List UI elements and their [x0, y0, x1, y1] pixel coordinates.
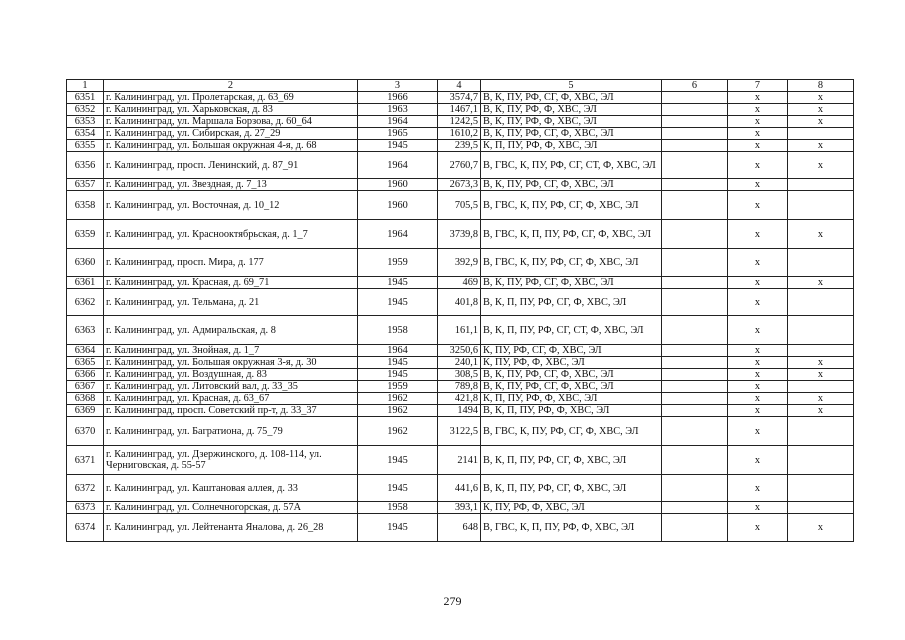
row-number-cell: 6351: [67, 92, 104, 104]
works-cell: К, ПУ, РФ, Ф, ХВС, ЭЛ: [481, 357, 662, 369]
year-cell: 1964: [358, 116, 438, 128]
column-8-cell: [788, 502, 854, 514]
column-6-cell: [662, 191, 728, 220]
column-6-cell: [662, 345, 728, 357]
column-7-cell: х: [728, 405, 788, 417]
table-row: [67, 220, 854, 249]
table-row: [67, 116, 854, 128]
area-cell: 393,1: [438, 502, 481, 514]
header-cell-7: 7: [728, 80, 788, 92]
area-cell: 239,5: [438, 140, 481, 152]
row-number-cell: 6354: [67, 128, 104, 140]
address-cell: г. Калининград, ул. Каштановая аллея, д. 33: [104, 475, 358, 502]
column-7-cell: х: [728, 220, 788, 249]
works-cell: В, ГВС, К, ПУ, РФ, СГ, Ф, ХВС, ЭЛ: [481, 191, 662, 220]
address-cell: г. Калининград, ул. Большая окружная 3-я, д. 30: [104, 357, 358, 369]
works-cell: В, К, ПУ, РФ, Ф, ХВС, ЭЛ: [481, 104, 662, 116]
column-8-cell: х: [788, 220, 854, 249]
area-cell: 308,5: [438, 369, 481, 381]
area-cell: 705,5: [438, 191, 481, 220]
works-cell: В, ГВС, К, ПУ, РФ, СГ, Ф, ХВС, ЭЛ: [481, 417, 662, 446]
header-cell-2: 2: [104, 80, 358, 92]
year-cell: 1945: [358, 369, 438, 381]
works-cell: В, ГВС, К, П, ПУ, РФ, Ф, ХВС, ЭЛ: [481, 514, 662, 542]
table-row: [67, 475, 854, 502]
column-7-cell: х: [728, 417, 788, 446]
column-7-cell: х: [728, 152, 788, 179]
row-number-cell: 6370: [67, 417, 104, 446]
area-cell: 3574,7: [438, 92, 481, 104]
works-cell: В, ГВС, К, ПУ, РФ, СГ, Ф, ХВС, ЭЛ: [481, 249, 662, 277]
year-cell: 1959: [358, 249, 438, 277]
area-cell: 3122,5: [438, 417, 481, 446]
table-row: [67, 514, 854, 542]
column-8-cell: х: [788, 104, 854, 116]
table-row: [67, 92, 854, 104]
column-7-cell: х: [728, 502, 788, 514]
works-cell: В, К, ПУ, РФ, СГ, Ф, ХВС, ЭЛ: [481, 277, 662, 289]
table-row: [67, 405, 854, 417]
table-row: [67, 249, 854, 277]
row-number-cell: 6373: [67, 502, 104, 514]
address-cell: г. Калининград, ул. Литовский вал, д. 33_35: [104, 381, 358, 393]
area-cell: 1467,1: [438, 104, 481, 116]
column-8-cell: [788, 345, 854, 357]
table-row: [67, 104, 854, 116]
year-cell: 1945: [358, 140, 438, 152]
year-cell: 1945: [358, 357, 438, 369]
table-row: [67, 417, 854, 446]
works-cell: В, К, ПУ, РФ, СГ, Ф, ХВС, ЭЛ: [481, 92, 662, 104]
year-cell: 1962: [358, 393, 438, 405]
column-8-cell: [788, 316, 854, 345]
area-cell: 469: [438, 277, 481, 289]
row-number-cell: 6369: [67, 405, 104, 417]
area-cell: 2760,7: [438, 152, 481, 179]
row-number-cell: 6359: [67, 220, 104, 249]
column-8-cell: х: [788, 140, 854, 152]
column-6-cell: [662, 381, 728, 393]
row-number-cell: 6360: [67, 249, 104, 277]
column-7-cell: х: [728, 289, 788, 316]
address-cell: г. Калининград, ул. Пролетарская, д. 63_69: [104, 92, 358, 104]
year-cell: 1945: [358, 277, 438, 289]
address-cell: г. Калининград, ул. Восточная, д. 10_12: [104, 191, 358, 220]
column-6-cell: [662, 249, 728, 277]
works-cell: К, ПУ, РФ, СГ, Ф, ХВС, ЭЛ: [481, 345, 662, 357]
area-cell: 401,8: [438, 289, 481, 316]
column-6-cell: [662, 475, 728, 502]
column-8-cell: [788, 191, 854, 220]
row-number-cell: 6366: [67, 369, 104, 381]
works-cell: В, К, П, ПУ, РФ, СГ, СТ, Ф, ХВС, ЭЛ: [481, 316, 662, 345]
header-row: [67, 80, 854, 92]
column-6-cell: [662, 152, 728, 179]
year-cell: 1945: [358, 446, 438, 475]
address-cell: г. Калининград, ул. Звездная, д. 7_13: [104, 179, 358, 191]
column-6-cell: [662, 393, 728, 405]
address-cell: г. Калининград, ул. Лейтенанта Яналова, д. 26_28: [104, 514, 358, 542]
column-6-cell: [662, 179, 728, 191]
year-cell: 1958: [358, 502, 438, 514]
row-number-cell: 6353: [67, 116, 104, 128]
area-cell: 441,6: [438, 475, 481, 502]
table-row: [67, 345, 854, 357]
works-cell: В, ГВС, К, ПУ, РФ, СГ, СТ, Ф, ХВС, ЭЛ: [481, 152, 662, 179]
table-row: [67, 381, 854, 393]
table-row: [67, 316, 854, 345]
column-6-cell: [662, 92, 728, 104]
year-cell: 1964: [358, 152, 438, 179]
column-6-cell: [662, 116, 728, 128]
address-cell: г. Калининград, ул. Дзержинского, д. 108-114, ул. Черниговская, д. 55-57: [104, 446, 358, 475]
column-6-cell: [662, 128, 728, 140]
column-7-cell: х: [728, 128, 788, 140]
column-7-cell: х: [728, 92, 788, 104]
area-cell: 648: [438, 514, 481, 542]
column-6-cell: [662, 140, 728, 152]
works-cell: В, К, ПУ, РФ, Ф, ХВС, ЭЛ: [481, 116, 662, 128]
column-7-cell: х: [728, 514, 788, 542]
column-8-cell: [788, 381, 854, 393]
table-row: [67, 289, 854, 316]
column-8-cell: [788, 475, 854, 502]
address-cell: г. Калининград, ул. Краснооктябрьская, д. 1_7: [104, 220, 358, 249]
header-cell-1: 1: [67, 80, 104, 92]
row-number-cell: 6356: [67, 152, 104, 179]
table-row: [67, 369, 854, 381]
address-cell: г. Калининград, просп. Ленинский, д. 87_91: [104, 152, 358, 179]
table-row: [67, 502, 854, 514]
works-cell: В, К, П, ПУ, РФ, СГ, Ф, ХВС, ЭЛ: [481, 446, 662, 475]
row-number-cell: 6352: [67, 104, 104, 116]
address-cell: г. Калининград, ул. Знойная, д. 1_7: [104, 345, 358, 357]
address-cell: г. Калининград, ул. Сибирская, д. 27_29: [104, 128, 358, 140]
column-6-cell: [662, 357, 728, 369]
row-number-cell: 6362: [67, 289, 104, 316]
table-row: [67, 357, 854, 369]
column-6-cell: [662, 289, 728, 316]
row-number-cell: 6364: [67, 345, 104, 357]
year-cell: 1964: [358, 220, 438, 249]
year-cell: 1958: [358, 316, 438, 345]
works-cell: В, К, П, ПУ, РФ, СГ, Ф, ХВС, ЭЛ: [481, 289, 662, 316]
row-number-cell: 6358: [67, 191, 104, 220]
year-cell: 1964: [358, 345, 438, 357]
column-7-cell: х: [728, 357, 788, 369]
area-cell: 2673,3: [438, 179, 481, 191]
area-cell: 1242,5: [438, 116, 481, 128]
column-6-cell: [662, 220, 728, 249]
column-7-cell: х: [728, 475, 788, 502]
column-8-cell: [788, 289, 854, 316]
year-cell: 1945: [358, 514, 438, 542]
works-cell: В, К, ПУ, РФ, СГ, Ф, ХВС, ЭЛ: [481, 369, 662, 381]
column-6-cell: [662, 417, 728, 446]
year-cell: 1960: [358, 179, 438, 191]
row-number-cell: 6357: [67, 179, 104, 191]
area-cell: 3250,6: [438, 345, 481, 357]
column-7-cell: х: [728, 381, 788, 393]
table-row: [67, 393, 854, 405]
column-8-cell: х: [788, 393, 854, 405]
address-cell: г. Калининград, ул. Большая окружная 4-я, д. 68: [104, 140, 358, 152]
address-cell: г. Калининград, ул. Красная, д. 69_71: [104, 277, 358, 289]
header-cell-4: 4: [438, 80, 481, 92]
works-cell: В, К, П, ПУ, РФ, Ф, ХВС, ЭЛ: [481, 405, 662, 417]
column-8-cell: х: [788, 369, 854, 381]
header-cell-6: 6: [662, 80, 728, 92]
column-6-cell: [662, 502, 728, 514]
row-number-cell: 6361: [67, 277, 104, 289]
column-8-cell: [788, 417, 854, 446]
column-7-cell: х: [728, 345, 788, 357]
address-cell: г. Калининград, ул. Солнечногорская, д. 57А: [104, 502, 358, 514]
column-7-cell: х: [728, 369, 788, 381]
table-row: [67, 152, 854, 179]
table-row: [67, 191, 854, 220]
works-cell: К, П, ПУ, РФ, Ф, ХВС, ЭЛ: [481, 393, 662, 405]
row-number-cell: 6374: [67, 514, 104, 542]
year-cell: 1962: [358, 405, 438, 417]
area-cell: 392,9: [438, 249, 481, 277]
address-cell: г. Калининград, ул. Маршала Борзова, д. 60_64: [104, 116, 358, 128]
table-row: [67, 140, 854, 152]
row-number-cell: 6365: [67, 357, 104, 369]
year-cell: 1945: [358, 475, 438, 502]
table-row: [67, 179, 854, 191]
area-cell: 240,1: [438, 357, 481, 369]
column-8-cell: х: [788, 277, 854, 289]
area-cell: 3739,8: [438, 220, 481, 249]
column-8-cell: [788, 446, 854, 475]
row-number-cell: 6371: [67, 446, 104, 475]
row-number-cell: 6372: [67, 475, 104, 502]
address-cell: г. Калининград, ул. Адмиральская, д. 8: [104, 316, 358, 345]
year-cell: 1966: [358, 92, 438, 104]
row-number-cell: 6363: [67, 316, 104, 345]
works-cell: В, К, ПУ, РФ, СГ, Ф, ХВС, ЭЛ: [481, 128, 662, 140]
area-cell: 789,8: [438, 381, 481, 393]
table-row: [67, 277, 854, 289]
area-cell: 1494: [438, 405, 481, 417]
works-cell: В, ГВС, К, П, ПУ, РФ, СГ, Ф, ХВС, ЭЛ: [481, 220, 662, 249]
column-7-cell: х: [728, 140, 788, 152]
column-7-cell: х: [728, 316, 788, 345]
address-cell: г. Калининград, ул. Харьковская, д. 83: [104, 104, 358, 116]
address-cell: г. Калининград, просп. Советский пр-т, д. 33_37: [104, 405, 358, 417]
table-row: [67, 446, 854, 475]
header-cell-8: 8: [788, 80, 854, 92]
works-cell: В, К, ПУ, РФ, СГ, Ф, ХВС, ЭЛ: [481, 179, 662, 191]
area-cell: 161,1: [438, 316, 481, 345]
address-cell: г. Калининград, просп. Мира, д. 177: [104, 249, 358, 277]
page-number: 279: [443, 594, 462, 608]
column-7-cell: х: [728, 104, 788, 116]
year-cell: 1965: [358, 128, 438, 140]
column-6-cell: [662, 405, 728, 417]
column-7-cell: х: [728, 116, 788, 128]
area-cell: 2141: [438, 446, 481, 475]
column-8-cell: х: [788, 514, 854, 542]
column-6-cell: [662, 369, 728, 381]
area-cell: 1610,2: [438, 128, 481, 140]
column-6-cell: [662, 277, 728, 289]
column-8-cell: х: [788, 116, 854, 128]
column-7-cell: х: [728, 446, 788, 475]
address-cell: г. Калининград, ул. Тельмана, д. 21: [104, 289, 358, 316]
address-cell: г. Калининград, ул. Воздушная, д. 83: [104, 369, 358, 381]
works-cell: В, К, П, ПУ, РФ, СГ, Ф, ХВС, ЭЛ: [481, 475, 662, 502]
column-7-cell: х: [728, 277, 788, 289]
column-8-cell: х: [788, 152, 854, 179]
column-8-cell: х: [788, 92, 854, 104]
works-cell: К, П, ПУ, РФ, Ф, ХВС, ЭЛ: [481, 140, 662, 152]
row-number-cell: 6367: [67, 381, 104, 393]
housing-registry-table: [66, 79, 854, 542]
column-6-cell: [662, 104, 728, 116]
works-cell: В, К, ПУ, РФ, СГ, Ф, ХВС, ЭЛ: [481, 381, 662, 393]
year-cell: 1963: [358, 104, 438, 116]
column-6-cell: [662, 446, 728, 475]
column-6-cell: [662, 514, 728, 542]
row-number-cell: 6368: [67, 393, 104, 405]
column-8-cell: х: [788, 405, 854, 417]
column-6-cell: [662, 316, 728, 345]
year-cell: 1959: [358, 381, 438, 393]
table-row: [67, 128, 854, 140]
year-cell: 1962: [358, 417, 438, 446]
row-number-cell: 6355: [67, 140, 104, 152]
year-cell: 1945: [358, 289, 438, 316]
column-8-cell: [788, 179, 854, 191]
column-7-cell: х: [728, 249, 788, 277]
year-cell: 1960: [358, 191, 438, 220]
column-8-cell: х: [788, 357, 854, 369]
column-8-cell: [788, 128, 854, 140]
area-cell: 421,8: [438, 393, 481, 405]
works-cell: К, ПУ, РФ, Ф, ХВС, ЭЛ: [481, 502, 662, 514]
header-cell-5: 5: [481, 80, 662, 92]
column-7-cell: х: [728, 191, 788, 220]
address-cell: г. Калининград, ул. Красная, д. 63_67: [104, 393, 358, 405]
column-7-cell: х: [728, 393, 788, 405]
header-cell-3: 3: [358, 80, 438, 92]
column-7-cell: х: [728, 179, 788, 191]
address-cell: г. Калининград, ул. Багратиона, д. 75_79: [104, 417, 358, 446]
column-8-cell: [788, 249, 854, 277]
